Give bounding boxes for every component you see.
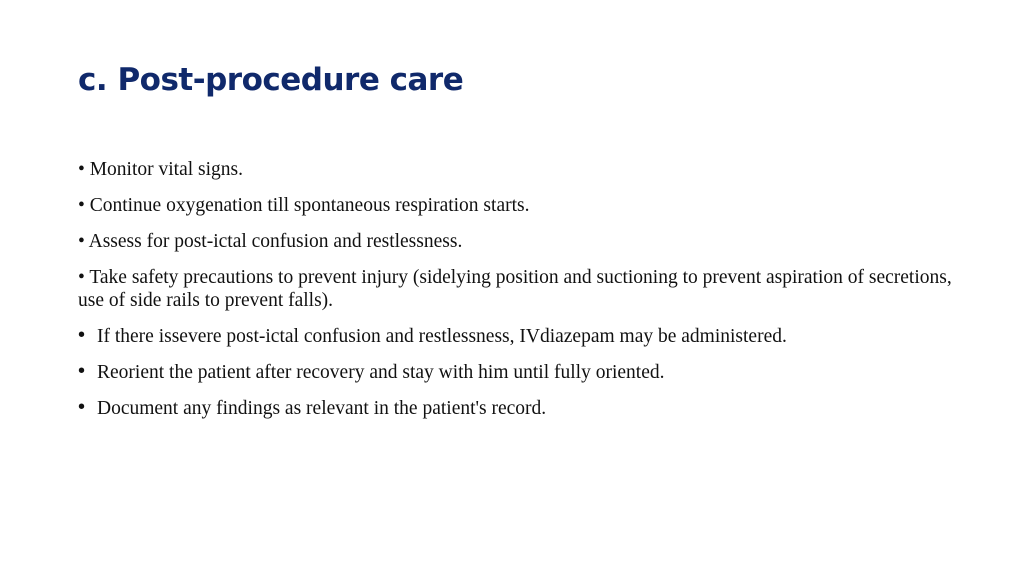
slide-title: c. Post-procedure care [78, 62, 464, 98]
bullet-dot-icon: • [78, 396, 86, 418]
paragraph-assess-confusion: • Assess for post-ictal confusion and restlessness. [78, 231, 463, 252]
bullet-text: Reorient the patient after recovery and stay with him until fully oriented. [97, 362, 665, 383]
bullet-text: If there issevere post-ictal confusion and restlessness, IVdiazepam may be administered. [97, 326, 787, 347]
bullet-item-document [78, 397, 958, 420]
slide-body [78, 158, 958, 433]
paragraph-monitor-vitals: • Monitor vital signs. [78, 159, 243, 180]
bullet-text: Document any findings as relevant in the patient's record. [97, 398, 547, 419]
bullet-dot-icon: • [78, 360, 86, 382]
bullet-item-reorient [78, 361, 958, 384]
bullet-dot-icon: • [78, 324, 86, 346]
paragraph-safety-precautions: • Take safety precautions to prevent injury (sidelying position and suctioning to prevent aspiration of secretions, use of side rails to prevent falls). [78, 267, 952, 311]
bullet-item-diazepam [78, 325, 958, 348]
paragraph-continue-oxygenation: • Continue oxygenation till spontaneous respiration starts. [78, 195, 530, 216]
